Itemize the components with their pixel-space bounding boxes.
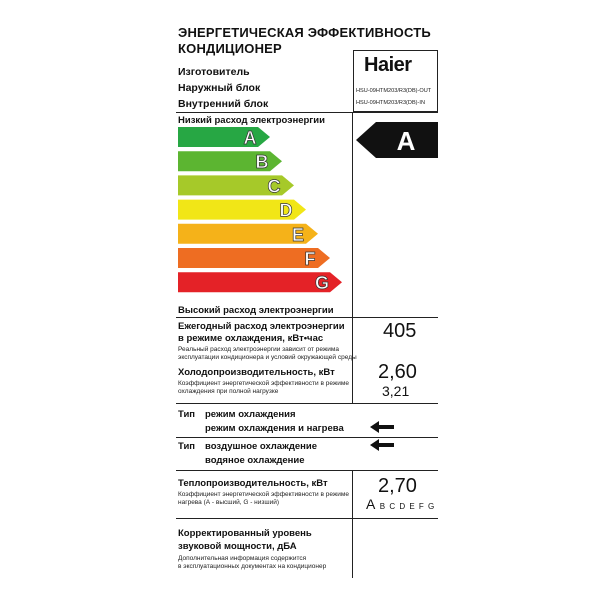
- heating-note: [178, 491, 349, 507]
- divider: [352, 317, 353, 403]
- cooling-note-line-2: охлаждения при полной нагрузке: [178, 388, 279, 395]
- indoor-unit-label: Внутренний блок: [178, 98, 269, 110]
- consumption-label: [178, 321, 345, 345]
- rating-letter: A: [396, 126, 416, 156]
- divider: [352, 112, 353, 317]
- type1-option-cooling: режим охлаждения: [205, 409, 296, 420]
- low-consumption-label: Низкий расход электроэнергии: [178, 115, 325, 126]
- indoor-model: HSU-09HTM203/R3(DB)-IN: [356, 100, 426, 106]
- divider: [352, 470, 353, 518]
- type1-label: Тип: [178, 409, 196, 420]
- type2-option-air: воздушное охлаждение: [205, 441, 318, 452]
- divider: [176, 317, 438, 318]
- heating-capacity-label: Теплопроизводительность, кВт: [178, 478, 328, 489]
- heating-note-line-1: Коэффициент энергетической эффективности в режиме: [178, 491, 349, 498]
- title-line-2: КОНДИЦИОНЕР: [178, 41, 282, 56]
- scale-bar-label-c: C: [267, 176, 281, 197]
- cooling-capacity-label: Холодопроизводительность, кВт: [178, 367, 335, 378]
- type1-selected-arrow-icon: [370, 420, 394, 434]
- type1-option-cooling-heating: режим охлаждения и нагрева: [205, 423, 344, 434]
- heating-note-line-2: нагрева (А - высший, G - низший): [178, 499, 280, 506]
- scale-bar-label-f: F: [304, 249, 316, 269]
- consumption-label-line-2: в режиме охлаждения, кВт•час: [178, 333, 324, 344]
- manufacturer-label: Изготовитель: [178, 66, 250, 78]
- noise-note-line-1: Дополнительная информация содержится: [178, 555, 307, 562]
- divider: [352, 518, 353, 578]
- scale-bar-label-d: D: [279, 200, 293, 221]
- heating-class-others: B C D E F G: [379, 502, 436, 511]
- divider: [176, 437, 438, 438]
- consumption-value: 405: [383, 320, 417, 342]
- rating-arrow: [356, 122, 438, 158]
- outdoor-model: HSU-09HTM203/R3(DB)-OUT: [356, 88, 432, 94]
- noise-label: [178, 527, 312, 553]
- cooling-note-line-1: Коэффициент энергетической эффективности в режиме: [178, 380, 349, 387]
- noise-label-line-1: Корректированный уровень: [178, 528, 312, 539]
- divider: [176, 403, 438, 404]
- heating-class-scale: [366, 496, 435, 514]
- scale-bar-label-a: A: [243, 128, 257, 148]
- divider: [176, 518, 438, 519]
- scale-bar-label-g: G: [314, 273, 330, 294]
- consumption-label-line-1: Ежегодный расход электроэнергии: [178, 321, 345, 332]
- heating-class-selected: A: [366, 496, 376, 512]
- noise-label-line-2: звуковой мощности, дБА: [178, 541, 297, 552]
- noise-note: [178, 555, 326, 571]
- consumption-note: [178, 346, 357, 362]
- type2-label: Тип: [178, 441, 196, 452]
- type2-selected-arrow-icon: [370, 438, 394, 452]
- brand-logo: Haier: [364, 54, 412, 76]
- type2-option-water: водяное охлаждение: [205, 455, 305, 466]
- consumption-note-line-1: Реальный расход электроэнергии зависит от режима: [178, 346, 339, 353]
- noise-note-line-2: в эксплуатационных документах на кондиционер: [178, 563, 327, 570]
- cooling-note: [178, 380, 349, 396]
- divider: [176, 112, 438, 113]
- divider: [176, 470, 438, 471]
- outdoor-unit-label: Наружный блок: [178, 82, 261, 94]
- heating-capacity-value: 2,70: [378, 475, 417, 497]
- scale-bar-label-b: B: [255, 152, 269, 173]
- efficiency-scale: [176, 127, 356, 305]
- cooling-eer-value: 3,21: [382, 383, 410, 399]
- high-consumption-label: Высокий расход электроэнергии: [178, 305, 334, 316]
- scale-bar-label-e: E: [291, 224, 305, 245]
- title-line-1: ЭНЕРГЕТИЧЕСКАЯ ЭФФЕКТИВНОСТЬ: [178, 25, 431, 40]
- consumption-note-line-2: эксплуатации кондиционера и условий окружающей среды: [178, 354, 357, 361]
- cooling-capacity-value: 2,60: [378, 361, 417, 383]
